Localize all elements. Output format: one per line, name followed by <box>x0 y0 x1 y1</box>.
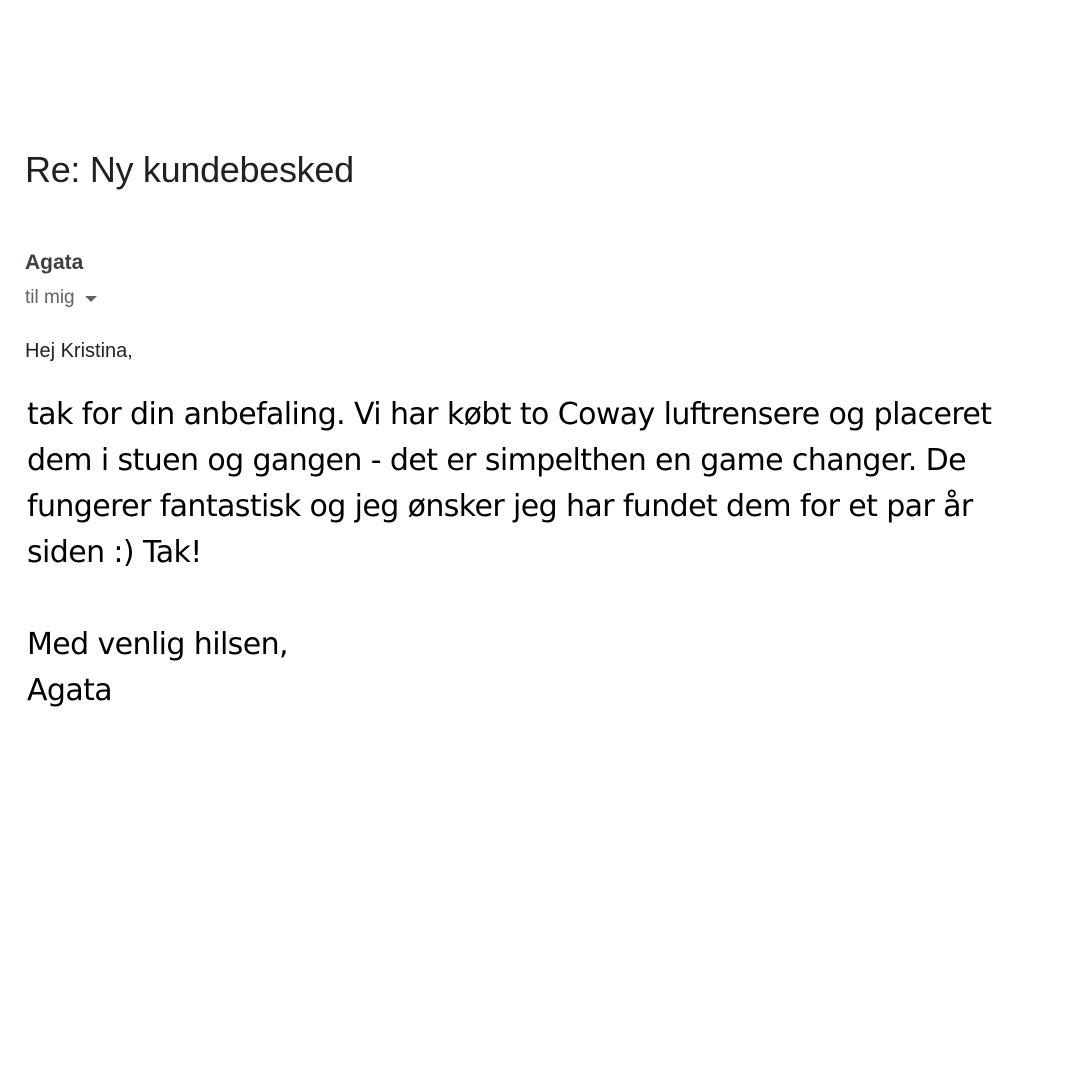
email-closing-block <box>27 622 288 714</box>
recipient-details-toggle[interactable] <box>25 286 97 310</box>
email-closing: Med venlig hilsen, <box>27 627 288 662</box>
caret-down-icon[interactable] <box>85 296 97 302</box>
sender-name[interactable]: Agata <box>25 251 84 274</box>
email-body: tak for din anbefaling. Vi har købt to Coway luftrensere og placeret dem i stuen og gangen - det er simpelthen en game changer. De fungerer fantastisk og jeg ønsker jeg har fundet dem for et par år siden :) Tak! <box>27 397 992 570</box>
email-signature: Agata <box>27 673 113 708</box>
recipient-label: til mig <box>25 287 75 308</box>
email-subject: Re: Ny kundebesked <box>25 149 354 190</box>
email-greeting: Hej Kristina, <box>25 340 133 362</box>
